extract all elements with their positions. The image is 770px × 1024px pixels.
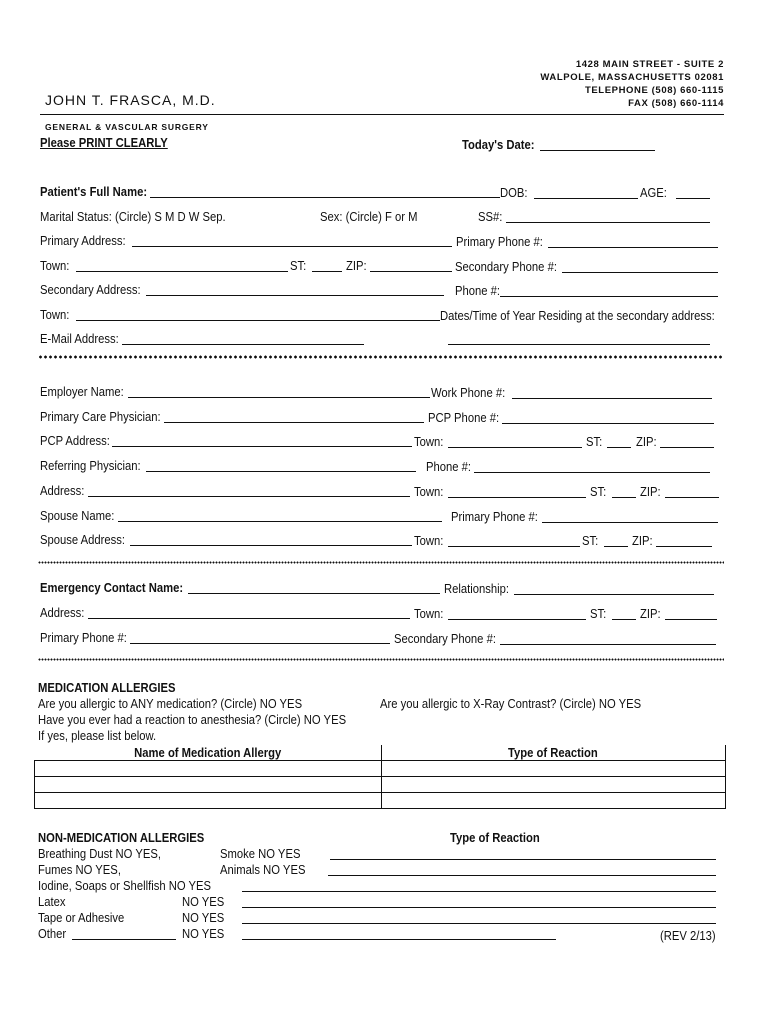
latex-option: NO YES	[182, 895, 225, 909]
spouse-phone-label: Primary Phone #:	[451, 510, 538, 524]
ss-label: SS#:	[478, 210, 503, 224]
spouse-town-label: Town:	[414, 534, 444, 548]
table-row	[35, 777, 726, 793]
iodine-reaction-field[interactable]	[242, 891, 716, 892]
other-allergy-field[interactable]	[72, 939, 176, 940]
spouse-zip-field[interactable]	[656, 546, 712, 547]
table-header-row	[35, 745, 726, 761]
emergency-primary-phone-label: Primary Phone #:	[40, 631, 127, 645]
dates-residing-label: Dates/Time of Year Residing at the secondary address:	[440, 309, 715, 323]
col-type-of-reaction: Type of Reaction	[381, 745, 726, 761]
practice-address	[540, 58, 724, 110]
pcp-phone-field[interactable]	[502, 423, 714, 424]
pcp-st-field[interactable]	[607, 447, 631, 448]
emergency-town-label: Town:	[414, 607, 444, 621]
spouse-zip-label: ZIP:	[632, 534, 653, 548]
telephone-line: TELEPHONE (508) 660-1115	[584, 85, 724, 96]
marital-status-label: Marital Status: (Circle) S M D W Sep.	[40, 210, 226, 224]
dob-label: DOB:	[500, 186, 528, 200]
list-below-instruction: If yes, please list below.	[38, 729, 157, 743]
pcp-town-label: Town:	[414, 435, 444, 449]
age-field[interactable]	[676, 198, 710, 199]
relationship-field[interactable]	[514, 594, 714, 595]
tape-adhesive-option: NO YES	[182, 911, 225, 925]
address-line-1: 1428 MAIN STREET - SUITE 2	[575, 59, 724, 70]
table-row	[35, 793, 726, 809]
work-phone-field[interactable]	[512, 398, 712, 399]
email-field[interactable]	[122, 344, 364, 345]
emergency-address-label: Address:	[40, 606, 85, 620]
anesthesia-question: Have you ever had a reaction to anesthesia? (Circle) NO YES	[38, 713, 347, 727]
referring-town-field[interactable]	[448, 497, 586, 498]
referring-phone-field[interactable]	[474, 472, 710, 473]
allergy-name-cell[interactable]	[35, 777, 382, 793]
todays-date-field[interactable]	[540, 150, 655, 151]
primary-phone-label: Primary Phone #:	[456, 235, 543, 249]
pcp-address-field[interactable]	[112, 446, 412, 447]
fax-line: FAX (508) 660-1114	[628, 98, 724, 109]
referring-phone-label: Phone #:	[426, 460, 472, 474]
non-medication-allergies-title: NON-MEDICATION ALLERGIES	[38, 831, 205, 845]
emergency-st-field[interactable]	[612, 619, 636, 620]
pcp-town-field[interactable]	[448, 447, 582, 448]
secondary-phone-label: Secondary Phone #:	[455, 260, 557, 274]
pcp-label: Primary Care Physician:	[40, 410, 161, 424]
smoke-option: Smoke NO YES	[220, 847, 301, 861]
pcp-st-label: ST:	[586, 435, 603, 449]
revision-label: (REV 2/13)	[660, 929, 716, 943]
animals-reaction-field[interactable]	[328, 875, 716, 876]
ss-field[interactable]	[506, 222, 710, 223]
pcp-phone-label: PCP Phone #:	[428, 411, 500, 425]
emergency-town-field[interactable]	[448, 619, 586, 620]
zip-label: ZIP:	[346, 259, 367, 273]
spouse-st-field[interactable]	[604, 546, 628, 547]
col-medication-name: Name of Medication Allergy	[35, 745, 382, 761]
dates-residing-field[interactable]	[448, 344, 710, 345]
emergency-zip-field[interactable]	[665, 619, 717, 620]
primary-address-label: Primary Address:	[40, 234, 126, 248]
town-field[interactable]	[76, 271, 288, 272]
spouse-name-field[interactable]	[118, 521, 442, 522]
todays-date-label: Today's Date:	[462, 138, 535, 152]
address-line-2: WALPOLE, MASSACHUSETTS 02081	[540, 72, 724, 83]
section-divider-stars	[38, 561, 724, 564]
email-label: E-Mail Address:	[40, 332, 119, 346]
spouse-phone-field[interactable]	[542, 522, 718, 523]
referring-town-label: Town:	[414, 485, 444, 499]
spouse-name-label: Spouse Name:	[40, 509, 115, 523]
section-divider-dots	[38, 355, 724, 359]
sex-label: Sex: (Circle) F or M	[320, 210, 418, 224]
secondary-town-field[interactable]	[76, 320, 440, 321]
tape-reaction-field[interactable]	[242, 923, 716, 924]
specialty: GENERAL & VASCULAR SURGERY	[45, 122, 209, 132]
referring-st-label: ST:	[590, 485, 607, 499]
medication-allergy-table	[34, 745, 726, 809]
print-clearly-heading: Please PRINT CLEARLY	[40, 136, 168, 150]
fumes-option: Fumes NO YES,	[38, 863, 121, 877]
spouse-address-label: Spouse Address:	[40, 533, 126, 547]
zip-field[interactable]	[370, 271, 452, 272]
referring-address-label: Address:	[40, 484, 85, 498]
reaction-cell[interactable]	[381, 761, 726, 777]
pcp-zip-label: ZIP:	[636, 435, 657, 449]
non-med-reaction-header: Type of Reaction	[450, 831, 540, 845]
st-label: ST:	[290, 259, 307, 273]
reaction-cell[interactable]	[381, 793, 726, 809]
iodine-option: Iodine, Soaps or Shellfish NO YES	[38, 879, 212, 893]
emergency-primary-phone-field[interactable]	[130, 643, 390, 644]
latex-label: Latex	[38, 895, 66, 909]
allergy-name-cell[interactable]	[35, 793, 382, 809]
emergency-secondary-phone-field[interactable]	[500, 644, 716, 645]
emergency-secondary-phone-label: Secondary Phone #:	[394, 632, 496, 646]
emergency-address-field[interactable]	[88, 618, 410, 619]
work-phone-label: Work Phone #:	[431, 386, 506, 400]
other-reaction-field[interactable]	[242, 939, 556, 940]
header-rule	[40, 114, 724, 115]
animals-option: Animals NO YES	[220, 863, 306, 877]
secondary-address-label: Secondary Address:	[40, 283, 141, 297]
age-label: AGE:	[640, 186, 667, 200]
phone-field[interactable]	[500, 296, 718, 297]
breathing-dust-option: Breathing Dust NO YES,	[38, 847, 161, 861]
emergency-st-label: ST:	[590, 607, 607, 621]
emergency-contact-label: Emergency Contact Name:	[40, 581, 184, 595]
secondary-address-field[interactable]	[146, 295, 444, 296]
other-label: Other	[38, 927, 67, 941]
smoke-reaction-field[interactable]	[330, 859, 716, 860]
spouse-st-label: ST:	[582, 534, 599, 548]
medication-allergies-title: MEDICATION ALLERGIES	[38, 681, 176, 695]
employer-field[interactable]	[128, 397, 430, 398]
other-option: NO YES	[182, 927, 225, 941]
referring-address-field[interactable]	[88, 496, 410, 497]
section-divider-stars-2	[38, 658, 724, 661]
employer-label: Employer Name:	[40, 385, 124, 399]
patient-name-field[interactable]	[150, 197, 500, 198]
relationship-label: Relationship:	[444, 582, 510, 596]
primary-address-field[interactable]	[132, 246, 452, 247]
st-field[interactable]	[312, 271, 342, 272]
patient-name-label: Patient's Full Name:	[40, 185, 148, 199]
town-label: Town:	[40, 259, 70, 273]
latex-reaction-field[interactable]	[242, 907, 716, 908]
primary-phone-field[interactable]	[548, 247, 718, 248]
reaction-cell[interactable]	[381, 777, 726, 793]
doctor-name: JOHN T. FRASCA, M.D.	[45, 92, 216, 108]
table-row	[35, 761, 726, 777]
spouse-address-field[interactable]	[130, 545, 412, 546]
secondary-town-label: Town:	[40, 308, 70, 322]
referring-zip-field[interactable]	[665, 497, 719, 498]
referring-physician-field[interactable]	[146, 471, 416, 472]
emergency-zip-label: ZIP:	[640, 607, 661, 621]
pcp-zip-field[interactable]	[660, 447, 714, 448]
phone-label: Phone #:	[455, 284, 501, 298]
emergency-contact-field[interactable]	[188, 593, 440, 594]
pcp-address-label: PCP Address:	[40, 434, 110, 448]
referring-zip-label: ZIP:	[640, 485, 661, 499]
secondary-phone-field[interactable]	[562, 272, 718, 273]
xray-contrast-question: Are you allergic to X-Ray Contrast? (Circle) NO YES	[380, 697, 642, 711]
tape-adhesive-label: Tape or Adhesive	[38, 911, 125, 925]
spouse-town-field[interactable]	[448, 546, 580, 547]
referring-st-field[interactable]	[612, 497, 636, 498]
pcp-field[interactable]	[164, 422, 424, 423]
allergy-name-cell[interactable]	[35, 761, 382, 777]
referring-physician-label: Referring Physician:	[40, 459, 141, 473]
dob-field[interactable]	[534, 198, 638, 199]
medication-allergy-question: Are you allergic to ANY medication? (Circle) NO YES	[38, 697, 303, 711]
